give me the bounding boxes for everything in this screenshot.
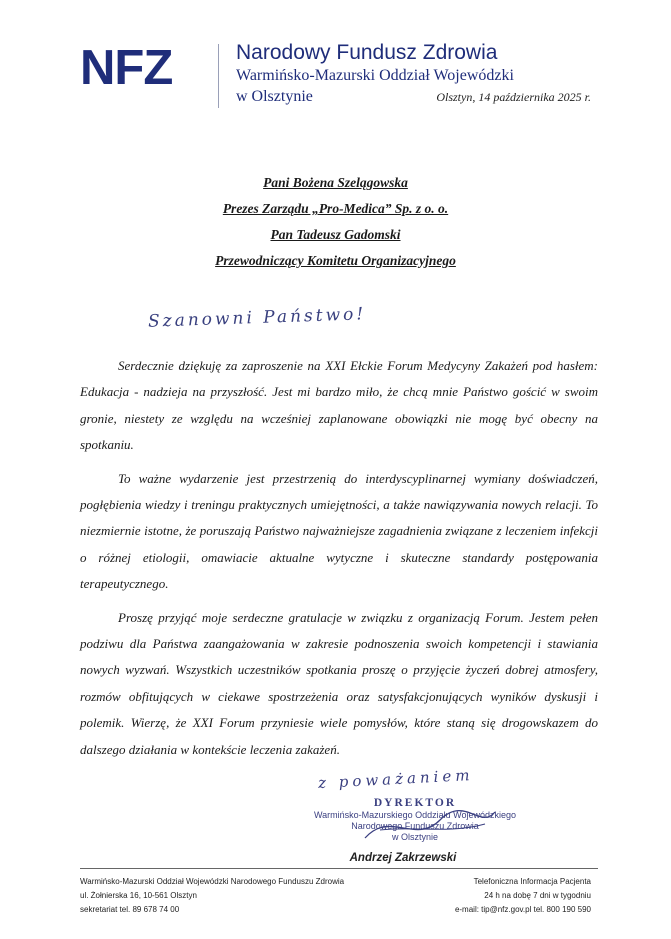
letter-body bbox=[80, 353, 598, 770]
footer-line: 24 h na dobę 7 dni w tygodniu bbox=[484, 891, 591, 900]
footer-line: sekretariat tel. 89 678 74 00 bbox=[80, 905, 180, 914]
footer-line: e-mail: tip@nfz.gov.pl tel. 800 190 590 bbox=[454, 905, 591, 914]
body-paragraph: To ważne wydarzenie jest przestrzenią do interdyscyplinarnej wymiany doświadczeń, pogłębienia wiedzy i treningu praktycznych umiejętności, a także nawiązywania nowych relacji. To niezmiernie istotne, że poruszają Państwo najważniejsze zagadnienia związane z leczeniem infekcji o różnej etiologii, omawiacie aktualne wytyczne i skuteczne standardy postępowania terapeutycznego. bbox=[80, 470, 598, 592]
footer-divider bbox=[80, 868, 598, 869]
stamp-line: Warmińsko-Mazurskiego Oddziału Wojewódzkiego bbox=[313, 810, 517, 820]
signature-scrawl bbox=[360, 800, 500, 850]
handwritten-salutation: Szanowni Państwo! bbox=[147, 304, 367, 332]
footer-line: Telefoniczna Informacja Pacjenta bbox=[473, 877, 591, 886]
org-department: Warmińsko-Mazurski Oddział Wojewódzki bbox=[236, 67, 514, 84]
letter-date: Olsztyn, 14 października 2025 r. bbox=[436, 90, 591, 104]
footer-contact bbox=[455, 875, 591, 917]
header-divider bbox=[218, 44, 219, 108]
body-paragraph: Proszę przyjąć moje serdeczne gratulacje w związku z organizacją Forum. Jestem pełen podziwu dla Państwa zaangażowania w zakresie podnoszenia swoich kompetencji i stawiania nowych wyzwań. Wszystkich uczestników spotkania proszę o przyjęcie życzeń dobrej atmosfery, rozmów obfitujących w ciekawe spostrzeżenia oraz satysfakcjonujących wyników dyskusji i polemik. Wierzę, że XXI Forum przyniesie wiele pomysłów, które staną się drogowskazem do dalszego działania w kontekście leczenia zakażeń. bbox=[80, 609, 598, 757]
footer-line: ul. Żołnierska 16, 10-561 Olsztyn bbox=[80, 891, 197, 900]
recipient-line: Pani Bożena Szelągowska bbox=[263, 175, 408, 190]
stamp-title: DYREKTOR bbox=[373, 797, 457, 809]
handwritten-closing: z poważaniem bbox=[317, 765, 474, 793]
org-name: Narodowy Fundusz Zdrowia bbox=[236, 41, 498, 64]
recipients-block bbox=[0, 170, 671, 274]
stamp-line: w Olsztynie bbox=[391, 832, 438, 842]
stamp-line: Narodowego Funduszu Zdrowia bbox=[351, 821, 479, 831]
signer-name: Andrzej Zakrzewski bbox=[349, 852, 457, 864]
nfz-logo: NFZ bbox=[80, 41, 173, 95]
recipient-line: Pan Tadeusz Gadomski bbox=[270, 227, 401, 242]
footer-address bbox=[80, 875, 344, 917]
footer-line: Warmińsko-Mazurski Oddział Wojewódzki Narodowego Funduszu Zdrowia bbox=[80, 877, 345, 886]
recipient-line: Prezes Zarządu „Pro-Medica” Sp. z o. o. bbox=[222, 201, 449, 216]
body-paragraph: Serdecznie dziękuję za zaproszenie na XXI Ełckie Forum Medycyny Zakażeń pod hasłem: Edukacja - nadzieja na przyszłość. Jest mi bardzo miło, że chcą mnie Państwo gościć w swoim gronie, niestety ze względu na wcześniej zaplanowane obowiązki nie mogę być obecny na spotkaniu. bbox=[80, 358, 598, 453]
org-city: w Olsztynie bbox=[236, 88, 313, 105]
recipient-line: Przewodniczący Komitetu Organizacyjnego bbox=[215, 253, 456, 268]
